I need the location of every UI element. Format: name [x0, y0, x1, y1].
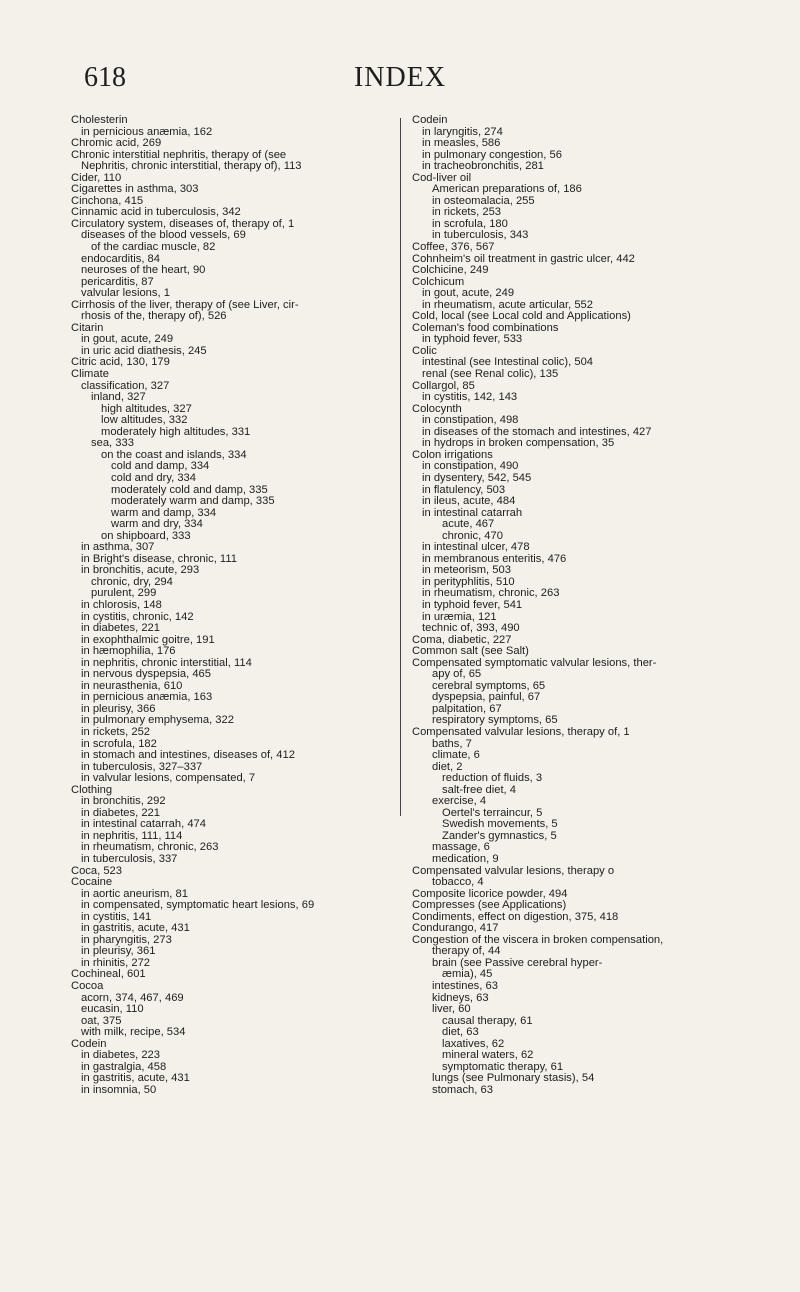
index-entry: Cigarettes in asthma, 303 — [71, 183, 199, 196]
index-entry: Coleman's food combinations — [412, 321, 559, 334]
index-subentry: in constipation, 498 — [422, 414, 519, 427]
index-subentry: Nephritis, chronic interstitial, therapy of), 113 — [81, 160, 302, 173]
index-subentry: moderately warm and damp, 335 — [111, 495, 275, 508]
index-subentry: in hæmophilia, 176 — [81, 645, 176, 658]
index-subentry: acorn, 374, 467, 469 — [81, 991, 184, 1004]
index-subentry: in insomnia, 50 — [81, 1083, 157, 1096]
index-subentry: eucasin, 110 — [81, 1003, 144, 1016]
index-entry: Coca, 523 — [71, 864, 122, 877]
index-entry: Chronic interstitial nephritis, therapy of (see — [71, 148, 287, 161]
index-subentry: rhosis of the, therapy of), 526 — [81, 310, 227, 323]
index-entry: Condurango, 417 — [412, 922, 499, 935]
index-subentry: stomach, 63 — [432, 1083, 493, 1096]
index-subentry: in tuberculosis, 343 — [432, 229, 529, 242]
index-subentry: laxatives, 62 — [442, 1037, 505, 1050]
index-subentry: kidneys, 63 — [432, 991, 489, 1004]
index-subentry: in perityphlitis, 510 — [422, 575, 515, 588]
index-subentry: in osteomalacia, 255 — [432, 194, 535, 207]
index-subentry: in tuberculosis, 327–337 — [81, 760, 203, 773]
index-subentry: technic of, 393, 490 — [422, 622, 520, 635]
index-subentry: Zander's gymnastics, 5 — [442, 829, 557, 842]
index-subentry: intestinal (see Intestinal colic), 504 — [422, 356, 594, 369]
index-entry: Cirrhosis of the liver, therapy of (see Liver, cir- — [71, 298, 299, 311]
index-subentry: oat, 375 — [81, 1014, 122, 1027]
index-subentry: chronic, dry, 294 — [91, 575, 173, 588]
index-subentry: in pulmonary congestion, 56 — [422, 148, 562, 161]
index-entry: Cohnheim's oil treatment in gastric ulcer, 442 — [412, 252, 635, 265]
index-subentry: dyspepsia, painful, 67 — [432, 691, 541, 704]
index-subentry: causal therapy, 61 — [442, 1014, 533, 1027]
index-subentry: lungs (see Pulmonary stasis), 54 — [432, 1072, 595, 1085]
index-subentry: intestines, 63 — [432, 980, 498, 993]
index-entry: Cholesterin — [71, 114, 128, 126]
index-subentry: liver, 60 — [432, 1003, 471, 1016]
index-subentry: in neurasthenia, 610 — [81, 679, 183, 692]
index-subentry: purulent, 299 — [91, 587, 157, 600]
index-entry: Compensated valvular lesions, therapy o — [412, 864, 615, 877]
index-subentry: in rickets, 253 — [432, 206, 502, 219]
index-subentry: in nephritis, chronic interstitial, 114 — [81, 656, 252, 669]
index-subentry: in membranous enteritis, 476 — [422, 552, 567, 565]
index-subentry: in gastralgia, 458 — [81, 1060, 167, 1073]
index-subentry: in gout, acute, 249 — [422, 287, 515, 300]
index-subentry: in intestinal catarrah — [422, 506, 523, 519]
index-entry: Coffee, 376, 567 — [412, 241, 495, 254]
index-subentry: in pleurisy, 361 — [81, 945, 156, 958]
index-subentry: in rheumatism, chronic, 263 — [81, 841, 219, 854]
index-subentry: of the cardiac muscle, 82 — [91, 241, 216, 254]
index-subentry: massage, 6 — [432, 841, 490, 854]
index-subentry: renal (see Renal colic), 135 — [422, 368, 559, 381]
index-entry: Climate — [71, 368, 109, 381]
index-subentry: in flatulency, 503 — [422, 483, 506, 496]
page-number: 618 — [84, 62, 126, 93]
index-entry: Cider, 110 — [71, 171, 122, 184]
index-subentry: cold and damp, 334 — [111, 460, 210, 473]
index-entry: Cod-liver oil — [412, 171, 472, 184]
index-subentry: on the coast and islands, 334 — [101, 448, 247, 461]
index-entry: Colocynth — [412, 402, 462, 415]
index-subentry: chronic, 470 — [442, 529, 503, 542]
index-subentry: endocarditis, 84 — [81, 252, 160, 265]
index-entry: Clothing — [71, 783, 113, 796]
index-subentry: brain (see Passive cerebral hyper- — [432, 956, 603, 969]
index-subentry: in rickets, 252 — [81, 725, 151, 738]
index-entry: Cocoa — [71, 980, 104, 993]
index-subentry: reduction of fluids, 3 — [442, 772, 543, 785]
index-entry: Cold, local (see Local cold and Applications) — [412, 310, 631, 323]
index-subentry: in pleurisy, 366 — [81, 702, 156, 715]
index-subentry: respiratory symptoms, 65 — [432, 714, 558, 727]
index-subentry: mineral waters, 62 — [442, 1049, 534, 1062]
index-subentry: in chlorosis, 148 — [81, 598, 162, 611]
index-entry: Circulatory system, diseases of, therapy of, 1 — [71, 217, 295, 230]
index-column-right — [412, 115, 772, 1096]
index-subentry: in nephritis, 111, 114 — [81, 829, 183, 842]
index-subentry: cerebral symptoms, 65 — [432, 679, 546, 692]
index-subentry: in gastritis, acute, 431 — [81, 1072, 190, 1085]
index-subentry: in pharyngitis, 273 — [81, 933, 172, 946]
index-subentry: tobacco, 4 — [432, 876, 484, 889]
index-subentry: in diseases of the stomach and intestines, 427 — [422, 425, 652, 438]
index-subentry: salt-free diet, 4 — [442, 783, 516, 796]
index-subentry: medication, 9 — [432, 853, 499, 865]
index-subentry: in exophthalmic goitre, 191 — [81, 633, 215, 646]
index-subentry: climate, 6 — [432, 749, 480, 762]
index-subentry: acute, 467 — [442, 518, 495, 531]
index-subentry: in hydrops in broken compensation, 35 — [422, 437, 615, 450]
index-subentry: in bronchitis, 292 — [81, 795, 166, 808]
index-subentry: in rheumatism, chronic, 263 — [422, 587, 560, 600]
index-entry: Cocaine — [71, 876, 113, 889]
index-subentry: diseases of the blood vessels, 69 — [81, 229, 246, 242]
index-subentry: with milk, recipe, 534 — [81, 1026, 186, 1039]
index-subentry: in typhoid fever, 541 — [422, 598, 523, 611]
index-subentry: cold and dry, 334 — [111, 471, 196, 484]
column-divider — [400, 118, 401, 816]
index-subentry: in laryngitis, 274 — [422, 125, 503, 138]
index-subentry: in intestinal ulcer, 478 — [422, 541, 530, 554]
index-subentry: in scrofula, 182 — [81, 737, 157, 750]
index-subentry: in rhinitis, 272 — [81, 956, 151, 969]
index-subentry: in rheumatism, acute articular, 552 — [422, 298, 594, 311]
index-subentry: in pernicious anæmia, 162 — [81, 125, 213, 138]
index-entry: Colon irrigations — [412, 448, 493, 461]
index-entry: Congestion of the viscera in broken compensation, — [412, 933, 664, 946]
index-entry: Codein — [71, 1037, 107, 1050]
index-subentry: warm and dry, 334 — [111, 518, 203, 531]
index-subentry: palpitation, 67 — [432, 702, 502, 715]
index-entry: Chromic acid, 269 — [71, 137, 162, 150]
index-subentry: therapy of, 44 — [432, 945, 501, 958]
page-header — [0, 62, 800, 102]
index-subentry: inland, 327 — [91, 391, 146, 404]
index-subentry: in constipation, 490 — [422, 460, 519, 473]
index-subentry: in pernicious anæmia, 163 — [81, 691, 213, 704]
index-subentry: moderately cold and damp, 335 — [111, 483, 268, 496]
index-entry: Codein — [412, 114, 448, 126]
index-subentry: moderately high altitudes, 331 — [101, 425, 251, 438]
index-subentry: in tuberculosis, 337 — [81, 853, 178, 865]
index-subentry: apy of, 65 — [432, 668, 482, 681]
index-entry: Compensated valvular lesions, therapy of, 1 — [412, 725, 630, 738]
index-subentry: warm and damp, 334 — [111, 506, 217, 519]
index-subentry: in valvular lesions, compensated, 7 — [81, 772, 256, 785]
index-subentry: in nervous dyspepsia, 465 — [81, 668, 211, 681]
index-subentry: in tracheobronchitis, 281 — [422, 160, 544, 173]
index-entry: Colic — [412, 344, 437, 357]
index-subentry: in aortic aneurism, 81 — [81, 887, 188, 900]
index-entry: Common salt (see Salt) — [412, 645, 529, 658]
index-entry: Colchicum — [412, 275, 465, 288]
index-subentry: low altitudes, 332 — [101, 414, 188, 427]
index-subentry: in ileus, acute, 484 — [422, 495, 516, 508]
index-subentry: pericarditis, 87 — [81, 275, 154, 288]
index-subentry: in uric acid diathesis, 245 — [81, 344, 207, 357]
index-subentry: in pulmonary emphysema, 322 — [81, 714, 234, 727]
index-subentry: sea, 333 — [91, 437, 134, 450]
index-entry: Compresses (see Applications) — [412, 899, 567, 912]
index-entry: Composite licorice powder, 494 — [412, 887, 568, 900]
index-subentry: valvular lesions, 1 — [81, 287, 170, 300]
index-subentry: in meteorism, 503 — [422, 564, 511, 577]
index-subentry: in intestinal catarrah, 474 — [81, 818, 207, 831]
index-subentry: in scrofula, 180 — [432, 217, 508, 230]
index-entry: Cochineal, 601 — [71, 968, 146, 981]
index-subentry: in diabetes, 223 — [81, 1049, 160, 1062]
index-subentry: in diabetes, 221 — [81, 806, 160, 819]
index-subentry: on shipboard, 333 — [101, 529, 191, 542]
index-entry: Cinchona, 415 — [71, 194, 144, 207]
index-entry: Colchicine, 249 — [412, 264, 489, 277]
index-subentry: American preparations of, 186 — [432, 183, 582, 196]
index-subentry: in typhoid fever, 533 — [422, 333, 523, 346]
index-subentry: in dysentery, 542, 545 — [422, 471, 532, 484]
index-subentry: high altitudes, 327 — [101, 402, 192, 415]
index-subentry: in uræmia, 121 — [422, 610, 497, 623]
index-subentry: symptomatic therapy, 61 — [442, 1060, 564, 1073]
index-entry: Condiments, effect on digestion, 375, 418 — [412, 910, 619, 923]
index-subentry: diet, 63 — [442, 1026, 479, 1039]
index-subentry: neuroses of the heart, 90 — [81, 264, 206, 277]
index-subentry: in asthma, 307 — [81, 541, 155, 554]
index-subentry: baths, 7 — [432, 737, 472, 750]
index-entry: Cinnamic acid in tuberculosis, 342 — [71, 206, 241, 219]
index-subentry: in cystitis, 142, 143 — [422, 391, 518, 404]
index-subentry: in gout, acute, 249 — [81, 333, 174, 346]
index-subentry: in gastritis, acute, 431 — [81, 922, 190, 935]
index-entry: Compensated symptomatic valvular lesions, ther- — [412, 656, 657, 669]
page-title: INDEX — [353, 62, 447, 93]
index-subentry: exercise, 4 — [432, 795, 487, 808]
index-subentry: diet, 2 — [432, 760, 463, 773]
index-subentry: in diabetes, 221 — [81, 622, 160, 635]
index-subentry: in measles, 586 — [422, 137, 501, 150]
index-column-left — [71, 115, 411, 1096]
index-subentry: in cystitis, chronic, 142 — [81, 610, 194, 623]
index-subentry: in bronchitis, acute, 293 — [81, 564, 200, 577]
index-subentry: in cystitis, 141 — [81, 910, 152, 923]
index-entry: Coma, diabetic, 227 — [412, 633, 512, 646]
index-subentry: classification, 327 — [81, 379, 170, 392]
index-entry: Citric acid, 130, 179 — [71, 356, 170, 369]
index-entry: Collargol, 85 — [412, 379, 475, 392]
index-subentry: Swedish movements, 5 — [442, 818, 558, 831]
index-subentry: in stomach and intestines, diseases of, 412 — [81, 749, 295, 762]
index-subentry: æmia), 45 — [442, 968, 493, 981]
index-subentry: in Bright's disease, chronic, 111 — [81, 552, 237, 565]
index-subentry: Oertel's terraincur, 5 — [442, 806, 543, 819]
index-subentry: in compensated, symptomatic heart lesions, 69 — [81, 899, 315, 912]
index-entry: Citarin — [71, 321, 104, 334]
